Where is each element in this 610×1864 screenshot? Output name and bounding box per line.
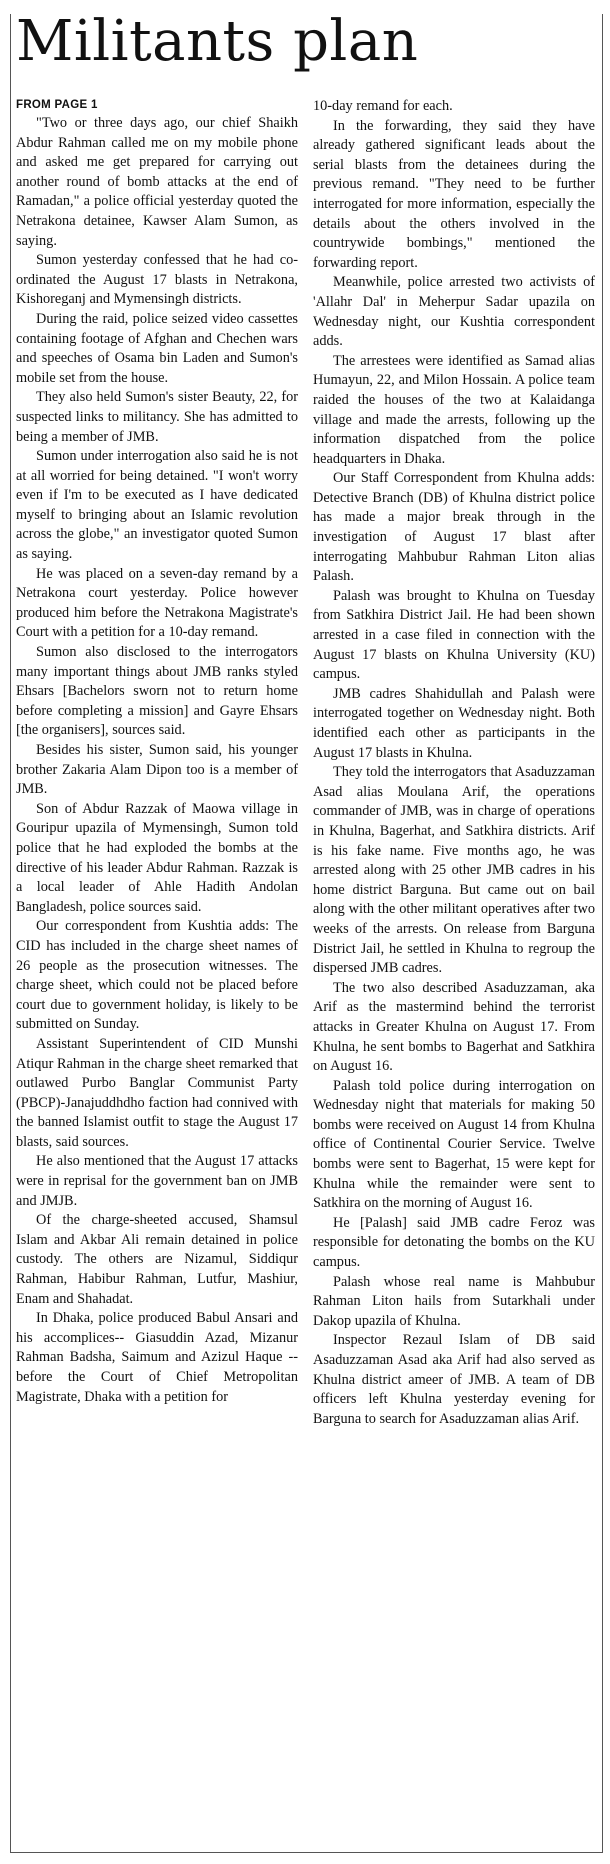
- paragraph: In Dhaka, police produced Babul Ansari and his accomplices-- Giasuddin Azad, Mizanur Rahman Badsha, Saimum and Azizul Haque -- before the Court of Chief Metropolitan Magistrate, Dhaka with a petition for: [16, 1310, 298, 1405]
- right-column: [313, 97, 595, 1429]
- paragraph: Palash whose real name is Mahbubur Rahman Liton hails from Sutarkhali under Dakop upazila of Khulna.: [313, 1273, 595, 1329]
- paragraph: Inspector Rezaul Islam of DB said Asaduzzaman Asad aka Arif had also served as Khulna district ameer of JMB. A team of DB officers left Khulna yesterday evening for Barguna to search for Asaduzzaman alias Arif.: [313, 1332, 595, 1427]
- bottom-border-rule: [10, 1852, 603, 1853]
- paragraph: They also held Sumon's sister Beauty, 22, for suspected links to militancy. She has admitted to being a member of JMB.: [16, 389, 298, 445]
- paragraph: Sumon yesterday confessed that he had co-ordinated the August 17 blasts in Netrakona, Kishoreganj and Mymensingh districts.: [16, 252, 298, 308]
- left-column: [16, 97, 298, 1407]
- paragraph: JMB cadres Shahidullah and Palash were interrogated together on Wednesday night. Both identified each other as participants in the August 17 blasts in Khulna.: [313, 685, 595, 761]
- paragraph: During the raid, police seized video cassettes containing footage of Afghan and Chechen wars and speeches of Osama bin Laden and Sumon's mobile set from the house.: [16, 310, 298, 386]
- dateline: FROM PAGE 1: [16, 99, 98, 111]
- paragraph: The two also described Asaduzzaman, aka Arif as the mastermind behind the terrorist attacks in Greater Khulna on August 17. From Khulna, he sent bombs to Bagerhat and Satkhira on August 16.: [313, 979, 595, 1075]
- paragraph: Palash was brought to Khulna on Tuesday from Satkhira District Jail. He had been shown arrested in a case filed in connection with the August 17 blasts on Khulna University (KU) campus.: [313, 587, 595, 683]
- continued-paragraph: 10-day remand for each.: [313, 98, 453, 114]
- paragraph: Palash told police during interrogation on Wednesday night that materials for making 50 bombs were received on August 14 from Khulna office of Continental Courier Service. Twelve bombs were sent to Bagerhat, 15 were kept for Khulna while the remainder were sent to Satkhira on the morning of August 16.: [313, 1077, 595, 1212]
- paragraph: He was placed on a seven-day remand by a Netrakona court yesterday. Police however produced him before the Netrakona Magistrate's Court with a petition for a 10-day remand.: [16, 565, 298, 641]
- paragraph: Sumon also disclosed to the interrogators many important things about JMB ranks styled Ehsars [Bachelors sworn not to return home before completing a mission] and Gayre Ehsars [the organisers], sources said.: [16, 644, 298, 739]
- left-border-rule: [10, 14, 11, 1852]
- paragraph: "Two or three days ago, our chief Shaikh Abdur Rahman called me on my mobile phone and asked me get prepared for carrying out another round of bomb attacks at the end of Ramadan," a police official yesterday quoted the Netrakona detainee, Kawser Alam Sumon, as saying.: [16, 115, 298, 249]
- headline: Militants plan: [16, 9, 419, 74]
- paragraph: He [Palash] said JMB cadre Feroz was responsible for detonating the bombs on the KU campus.: [313, 1214, 595, 1271]
- right-border-rule: [602, 14, 603, 1852]
- paragraph: In the forwarding, they said they have already gathered significant leads about the serial blasts from the detainees during the previous remand. "They need to be further interrogated for more information, especially the details about the others involved in the countrywide bombings," mentioned the forwarding report.: [313, 117, 595, 271]
- paragraph: Besides his sister, Sumon said, his younger brother Zakaria Alam Dipon too is a member of JMB.: [16, 742, 298, 798]
- paragraph: They told the interrogators that Asaduzzaman Asad alias Moulana Arif, the operations commander of JMB, was in charge of operations in Khulna, Bagerhat, and Satkhira districts. Arif is his fake name. Five months ago, he was arrested along with 25 other JMB cadres in his home district Barguna. But came out on bail along with the other militant operatives after two weeks of the arrests. On release from Barguna District Jail, he settled in Khulna to regroup the dispersed JMB cadres.: [313, 764, 595, 977]
- paragraph: Sumon under interrogation also said he is not at all worried for being detained. "I won't worry even if I'm to be executed as I have dedicated myself to bringing about an Islamic revolution across the globe," an investigator quoted Sumon as saying.: [16, 448, 298, 563]
- paragraph: Meanwhile, police arrested two activists of 'Allahr Dal' in Meherpur Sadar upazila on Wednesday night, our Kushtia correspondent adds.: [313, 274, 595, 350]
- paragraph: He also mentioned that the August 17 attacks were in reprisal for the government ban on JMB and JMJB.: [16, 1153, 298, 1209]
- paragraph: Our correspondent from Kushtia adds: The CID has included in the charge sheet names of 26 people as the prosecution witnesses. The charge sheet, which could not be placed before court due to government holiday, is likely to be submitted on Sunday.: [16, 918, 298, 1033]
- paragraph: Of the charge-sheeted accused, Shamsul Islam and Akbar Ali remain detained in police custody. The others are Nizamul, Siddiqur Rahman, Habibur Rahman, Lutfur, Mashiur, Enam and Shahadat.: [16, 1212, 298, 1307]
- paragraph: The arrestees were identified as Samad alias Humayun, 22, and Milon Hossain. A police team raided the houses of the two at Kalaidanga village and made the arrests, following up the information dispatched from the police headquarters in Dhaka.: [313, 352, 595, 467]
- paragraph: Assistant Superintendent of CID Munshi Atiqur Rahman in the charge sheet remarked that outlawed Purbo Banglar Communist Party (PBCP)-Janajuddhdho faction had connived with the banned Islamist outfit to stage the August 17 blasts, said sources.: [16, 1035, 298, 1150]
- paragraph: Son of Abdur Razzak of Maowa village in Gouripur upazila of Mymensingh, Sumon told police that he had exploded the bombs at the directive of his leader Abdur Rahman. Razzak is a local leader of Ahle Hadith Andolan Bangladesh, police sources said.: [16, 800, 298, 915]
- paragraph: Our Staff Correspondent from Khulna adds: Detective Branch (DB) of Khulna district police has made a major break through in the investigation of August 17 blast after interrogating Mahbubur Rahman Liton alias Palash.: [313, 470, 595, 585]
